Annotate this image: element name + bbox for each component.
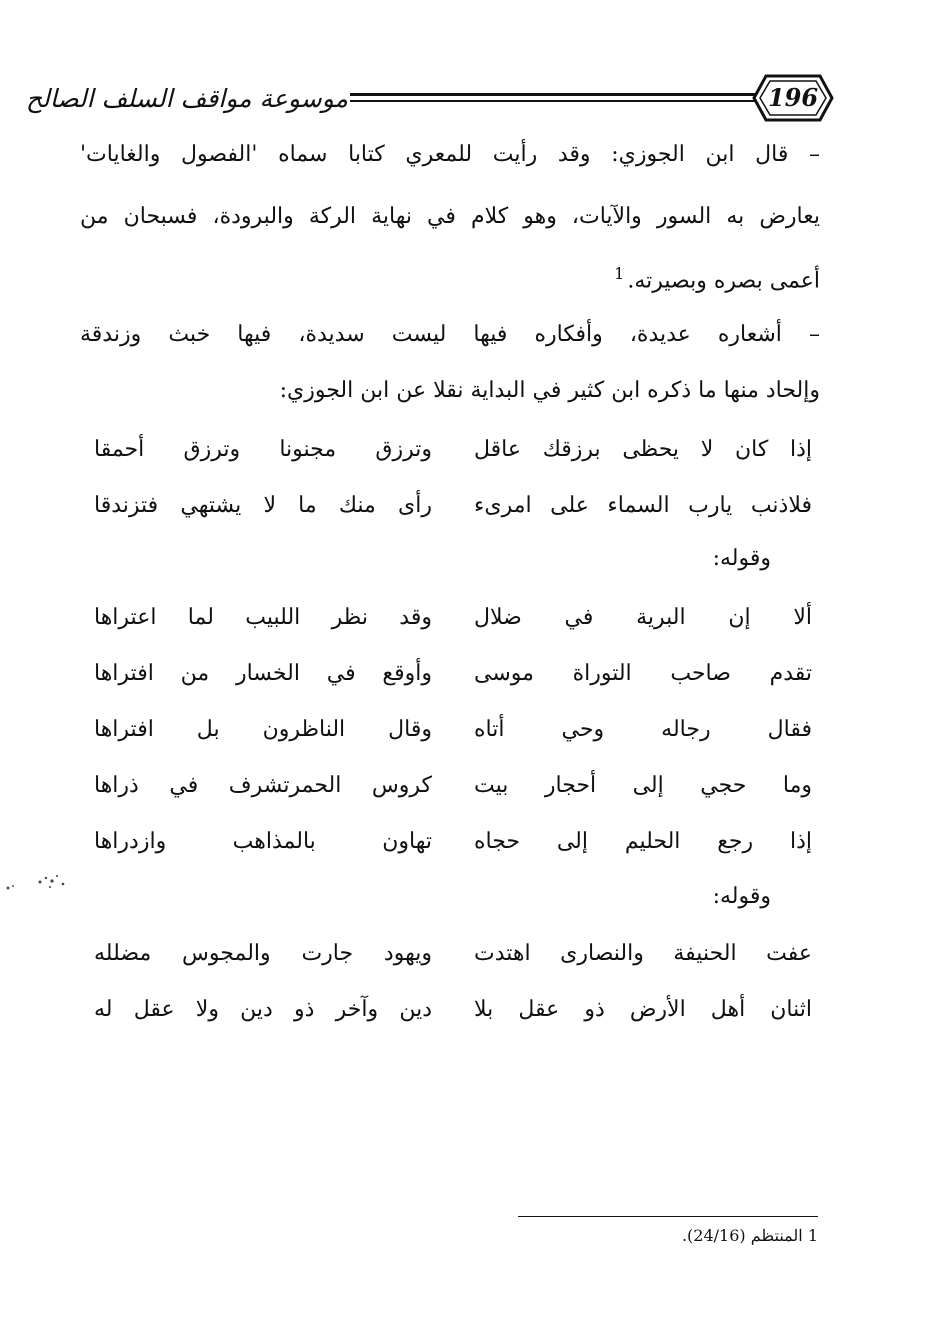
section-label: وقوله: (712, 884, 771, 909)
verse-row (80, 990, 820, 1030)
verse-first-hemistich: ألا إن البرية في ضلال (474, 605, 812, 630)
verse-second-hemistich: وأوقع في الخسار من افتراها (94, 661, 432, 686)
verse-row (80, 710, 820, 750)
paragraph-line-4: – أشعاره عديدة، وأفكاره فيها ليست سديدة، فيها خبث وزندقة (80, 322, 820, 347)
verse-first-hemistich: عفت الحنيفة والنصارى اهتدت (474, 941, 812, 966)
paragraph-line-1: – قال ابن الجوزي: وقد رأيت للمعري كتابا سماه 'الفصول والغايات' (80, 142, 820, 167)
header-rule-top (350, 93, 796, 96)
paragraph-line-5: وإلحاد منها ما ذكره ابن كثير في البداية نقلا عن ابن الجوزي: (279, 378, 820, 403)
verse-second-hemistich: ويهود جارت والمجوس مضلله (94, 941, 432, 966)
verse-row (80, 934, 820, 974)
header-rule-bottom (350, 100, 796, 102)
footnote-number: 1 (807, 1226, 818, 1245)
verse-row (80, 598, 820, 638)
verse-first-hemistich: اثنان أهل الأرض ذو عقل بلا (474, 997, 812, 1022)
verse-first-hemistich: إذا كان لا يحظى برزقك عاقل (474, 437, 812, 462)
paragraph-line-2: يعارض به السور والآيات، وهو كلام في نهاية الركة والبرودة، فسبحان من (80, 204, 820, 229)
verse-second-hemistich: كروس الحمرتشرف في ذراها (94, 773, 432, 798)
verse-second-hemistich: وقد نظر اللبيب لما اعتراها (94, 605, 432, 630)
section-label: وقوله: (712, 546, 771, 571)
speck-icon (0, 862, 80, 902)
verse-row (80, 430, 820, 470)
book-title: موسوعة مواقف السلف الصالح (25, 84, 348, 113)
page-number: 196 (767, 83, 819, 112)
footnote-separator (518, 1216, 818, 1217)
footnote-text: المنتظم (24/16). (681, 1226, 803, 1245)
verse-first-hemistich: فلاذنب يارب السماء على امرىء (474, 493, 812, 518)
verse-row (80, 654, 820, 694)
page-number-badge (750, 70, 836, 126)
verse-row (80, 766, 820, 806)
verse-second-hemistich: وقال الناظرون بل افتراها (94, 717, 432, 742)
verse-second-hemistich: وترزق مجنونا وترزق أحمقا (94, 437, 432, 462)
paragraph-line-3 (80, 264, 820, 293)
verse-row (80, 486, 820, 526)
verse-first-hemistich: فقال رجاله وحي أتاه (474, 717, 812, 742)
paragraph-line-3-text: أعمى بصره وبصيرته. (627, 268, 820, 294)
verse-first-hemistich: وما حجي إلى أحجار بيت (474, 773, 812, 798)
verse-second-hemistich: تهاون بالمذاهب وازدراها (94, 829, 432, 854)
verse-first-hemistich: إذا رجع الحليم إلى حجاه (474, 829, 812, 854)
verse-first-hemistich: تقدم صاحب التوراة موسى (474, 661, 812, 686)
scan-speck-ornament (0, 862, 80, 902)
verse-row (80, 822, 820, 862)
footnote (440, 1226, 818, 1245)
verse-second-hemistich: رأى منك ما لا يشتهي فتزندقا (94, 493, 432, 518)
footnote-reference[interactable]: 1 (614, 264, 625, 283)
verse-second-hemistich: دين وآخر ذو دين ولا عقل له (94, 997, 432, 1022)
page-header (25, 68, 838, 128)
